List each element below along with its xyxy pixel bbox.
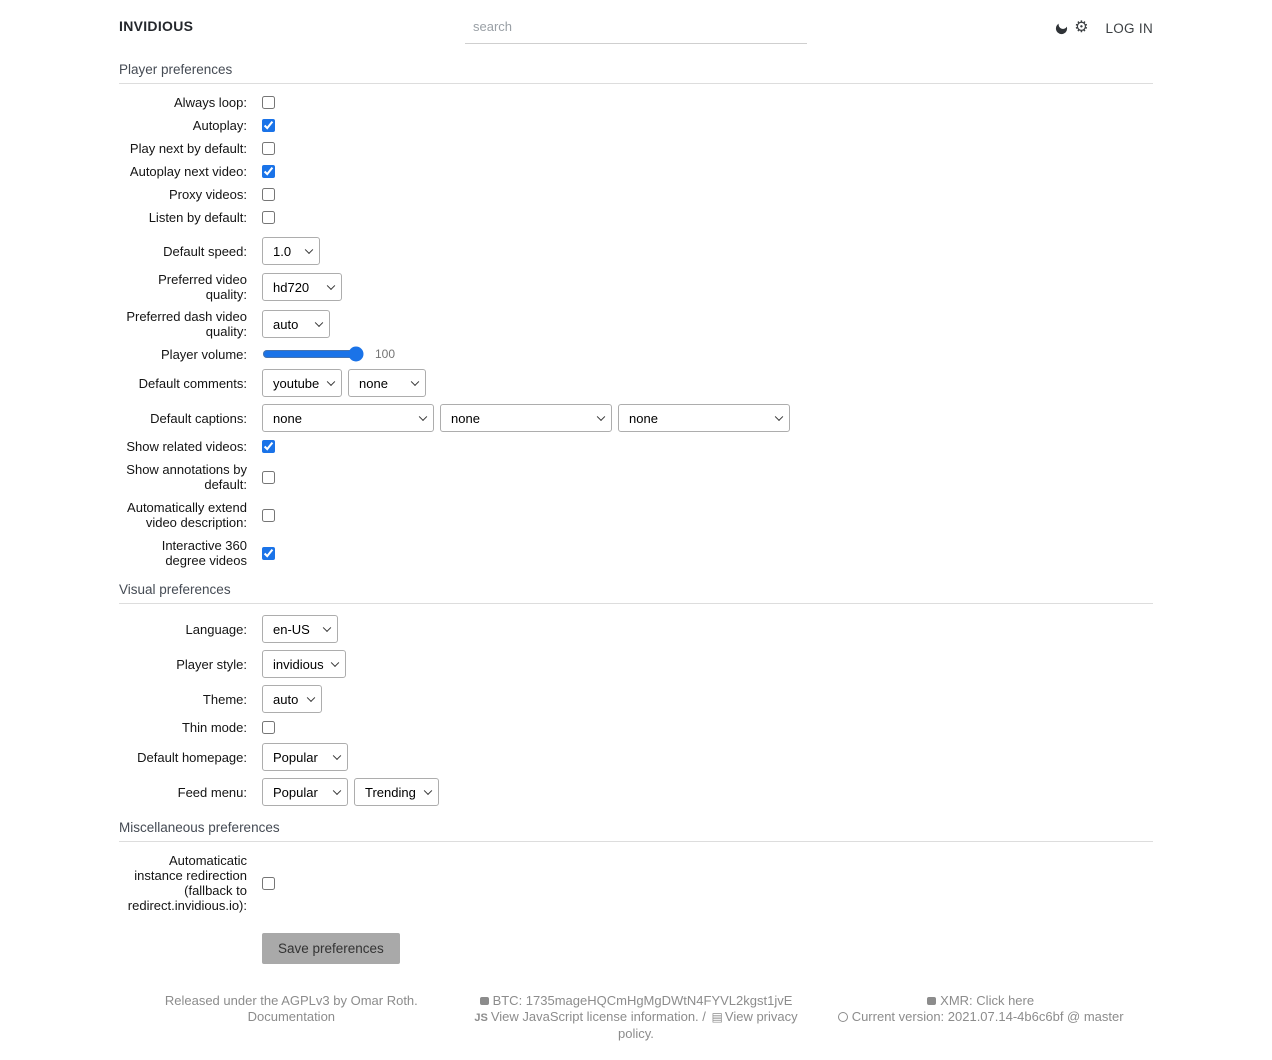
pref-row-autoplay-next [119, 164, 1153, 179]
footer-version-col [808, 993, 1153, 1042]
captions-select-3[interactable] [618, 404, 790, 432]
pref-label: Interactive 360 degree videos [161, 538, 247, 568]
pref-label: Proxy videos: [168, 187, 247, 202]
js-license-link[interactable]: View JavaScript license information. [490, 1008, 699, 1024]
comments-select-2[interactable] [348, 369, 426, 397]
dark-mode-moon-icon[interactable] [1051, 18, 1071, 38]
player-style-select[interactable] [262, 650, 346, 678]
pref-label: Listen by default: [148, 210, 247, 225]
github-icon [838, 1012, 848, 1022]
pref-row-play-next [119, 141, 1153, 156]
pref-row-always-loop [119, 95, 1153, 110]
pref-row-player-volume [119, 346, 1153, 362]
pref-label: Default comments: [138, 375, 247, 391]
pref-label: Always loop: [174, 95, 247, 110]
gear-icon[interactable]: ⚙ [1074, 19, 1089, 36]
pref-row-default-comments [119, 369, 1153, 397]
version-link[interactable]: Current version: 2021.07.14-4b6c6bf @ master [851, 1008, 1124, 1024]
pref-row-feed-menu [119, 778, 1153, 806]
section-title-misc: Miscellaneous preferences [119, 820, 1153, 842]
language-select[interactable] [262, 615, 338, 643]
pref-label: Show related videos: [126, 439, 247, 454]
captions-select-2[interactable] [440, 404, 612, 432]
player-volume-slider[interactable] [262, 346, 364, 362]
btc-address: BTC: 1735mageHQCmHgMgDWtN4FYVL2kgst1jvE [492, 993, 793, 1008]
footer-donate-col [464, 993, 809, 1042]
privacy-policy-link[interactable]: View privacy policy. [618, 1008, 798, 1041]
pref-label: Theme: [202, 691, 247, 707]
pref-label: Player style: [176, 656, 247, 672]
log-in-link[interactable]: LOG IN [1105, 20, 1153, 36]
bitcoin-icon [480, 997, 489, 1005]
pref-label: Language: [185, 621, 247, 637]
interactive-360-checkbox[interactable] [262, 547, 275, 560]
instance-redirect-checkbox[interactable] [262, 877, 275, 890]
pref-row-dash-quality [119, 309, 1153, 339]
autoplay-next-checkbox[interactable] [262, 165, 275, 178]
documentation-link[interactable]: Documentation [247, 1008, 336, 1024]
xmr-link[interactable]: Click here [976, 993, 1035, 1008]
monero-icon [927, 997, 936, 1005]
play-next-checkbox[interactable] [262, 142, 275, 155]
pref-row-instance-redirect [119, 853, 1153, 913]
javascript-icon: JS [474, 1011, 488, 1024]
section-title-player: Player preferences [119, 62, 1153, 84]
pref-row-related-videos [119, 439, 1153, 454]
video-quality-select[interactable] [262, 273, 342, 301]
extend-description-checkbox[interactable] [262, 509, 275, 522]
pref-label: Autoplay: [192, 118, 247, 133]
comments-select-1[interactable] [262, 369, 342, 397]
pref-label: Automatically extend video description: [127, 500, 247, 530]
proxy-videos-checkbox[interactable] [262, 188, 275, 201]
pref-label: Default captions: [150, 410, 247, 426]
pref-row-annotations [119, 462, 1153, 492]
pref-row-listen-default [119, 210, 1153, 225]
autoplay-checkbox[interactable] [262, 119, 275, 132]
dash-quality-select[interactable] [262, 310, 330, 338]
app-logo[interactable]: INVIDIOUS [119, 18, 194, 34]
pref-label: Play next by default: [129, 141, 247, 156]
header-actions [1051, 18, 1153, 38]
pref-row-default-captions [119, 404, 1153, 432]
pref-row-360-videos [119, 538, 1153, 568]
footer-separator: / [702, 1008, 706, 1024]
pref-label: Autoplay next video: [129, 164, 247, 179]
pref-row-proxy-videos [119, 187, 1153, 202]
search-bar [465, 14, 807, 44]
pref-row-player-style [119, 650, 1153, 678]
pref-row-language [119, 615, 1153, 643]
preferences-form [119, 62, 1153, 1060]
footer-license-col [119, 993, 464, 1042]
header [119, 0, 1153, 56]
pref-label: Default homepage: [137, 749, 247, 765]
pref-row-autoplay [119, 118, 1153, 133]
license-text: Released under the AGPLv3 by Omar Roth. [164, 993, 418, 1008]
pref-label: Preferred video quality: [158, 272, 247, 302]
footer [119, 993, 1153, 1060]
save-row [119, 933, 1153, 964]
pref-row-default-speed [119, 237, 1153, 265]
section-title-visual: Visual preferences [119, 582, 1153, 604]
pref-label: Show annotations by default: [126, 462, 247, 492]
theme-select[interactable] [262, 685, 322, 713]
default-speed-select[interactable] [262, 237, 320, 265]
related-videos-checkbox[interactable] [262, 440, 275, 453]
listen-default-checkbox[interactable] [262, 211, 275, 224]
captions-select-1[interactable] [262, 404, 434, 432]
pref-row-extend-description [119, 500, 1153, 530]
player-volume-value: 100 [375, 347, 396, 361]
pref-row-homepage [119, 743, 1153, 771]
pref-label: Thin mode: [181, 720, 247, 735]
pref-row-theme [119, 685, 1153, 713]
pref-label: Preferred dash video quality: [126, 309, 247, 339]
always-loop-checkbox[interactable] [262, 96, 275, 109]
pref-label: Automaticatic instance redirection (fallback to redirect.invidious.io): [127, 853, 247, 913]
pref-label: Feed menu: [177, 784, 247, 800]
pref-label: Player volume: [161, 346, 247, 362]
annotations-checkbox[interactable] [262, 471, 275, 484]
document-icon: ▤ [711, 1009, 723, 1024]
pref-row-thin-mode [119, 720, 1153, 735]
pref-row-video-quality [119, 272, 1153, 302]
feed-menu-select-2[interactable] [354, 778, 439, 806]
search-input[interactable] [465, 14, 807, 44]
feed-menu-select-1[interactable] [262, 778, 348, 806]
thin-mode-checkbox[interactable] [262, 721, 275, 734]
save-preferences-button[interactable]: Save preferences [262, 933, 400, 964]
homepage-select[interactable] [262, 743, 348, 771]
xmr-label: XMR: [940, 993, 973, 1008]
pref-label: Default speed: [163, 243, 247, 259]
